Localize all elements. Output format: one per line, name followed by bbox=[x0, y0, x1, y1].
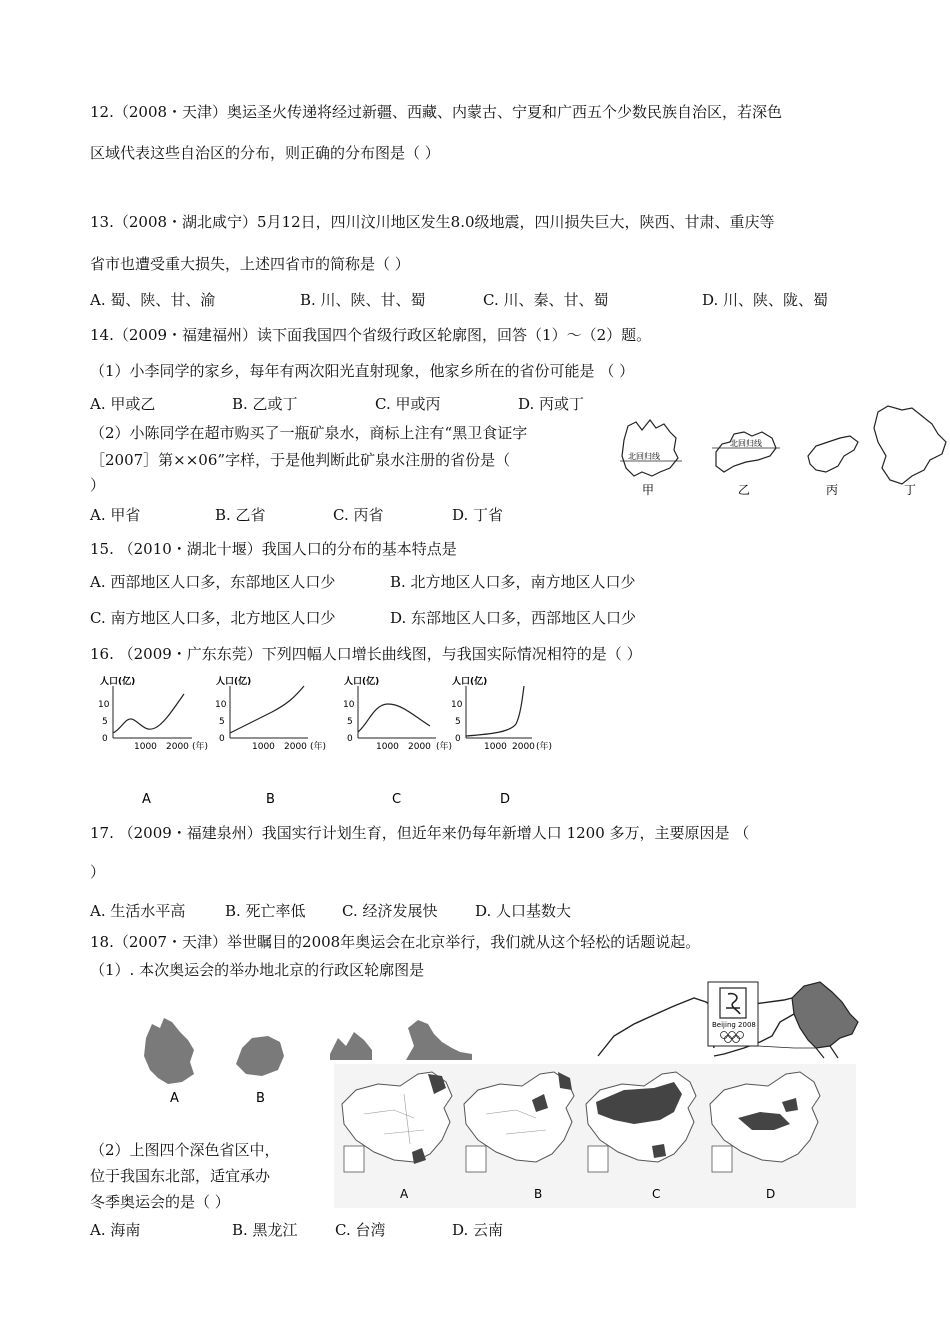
q18-sub2-option-b[interactable]: B. 黑龙江 bbox=[232, 1221, 298, 1239]
q18-olympic-logo-text: Beijing 2008 bbox=[712, 1021, 756, 1029]
province-ding-outline bbox=[874, 406, 946, 484]
q16-chart-b bbox=[215, 675, 326, 752]
q18-china-maps-figure bbox=[334, 1064, 856, 1208]
q14-sub2-line-1: （2）小陈同学在超市购买了一瓶矿泉水，商标上注有“黑卫食证字 bbox=[90, 424, 528, 442]
q16-chart-c-ytick-10: 10 bbox=[343, 700, 355, 710]
q18-shape-d bbox=[406, 1020, 472, 1060]
q15-option-b[interactable]: B. 北方地区人口多，南方地区人口少 bbox=[390, 573, 636, 591]
q14-map-label-jia: 甲 bbox=[642, 483, 655, 497]
q13-option-b[interactable]: B. 川、陕、甘、蜀 bbox=[300, 291, 426, 309]
q16-stem: 16. （2009・广东东莞）下列四幅人口增长曲线图，与我国实际情况相符的是（ ） bbox=[90, 645, 642, 663]
q16-chart-a-xunit: (年) bbox=[192, 742, 209, 752]
q16-chart-d-curve bbox=[466, 686, 524, 736]
q16-chart-b-curve bbox=[230, 686, 304, 733]
q14-sub1-option-a[interactable]: A. 甲或乙 bbox=[90, 395, 156, 413]
q18-stem: 18.（2007・天津）举世瞩目的2008年奥运会在北京举行，我们就从这个轻松的话题说起。 bbox=[90, 933, 701, 951]
q17-option-d[interactable]: D. 人口基数大 bbox=[475, 902, 572, 920]
q18-heilongjiang-dark bbox=[792, 982, 858, 1048]
q16-chart-a-xtick-2000: 2000 bbox=[166, 742, 189, 752]
q14-sub1: （1）小李同学的家乡，每年有两次阳光直射现象，他家乡所在的省份可能是 （ ） bbox=[90, 362, 635, 380]
q16-chart-a-curve bbox=[113, 694, 184, 733]
q16-chart-a-ytick-5: 5 bbox=[102, 717, 108, 727]
q14-sub2-option-b[interactable]: B. 乙省 bbox=[215, 506, 266, 524]
q17-option-c[interactable]: C. 经济发展快 bbox=[342, 902, 438, 920]
q16-chart-d bbox=[451, 675, 552, 752]
q16-chart-d-ytick-10: 10 bbox=[451, 700, 463, 710]
q13-line-2: 省市也遭受重大损失，上述四省市的简称是（ ） bbox=[90, 255, 410, 273]
q13-line-1: 13.（2008・湖北咸宁）5月12日，四川汶川地区发生8.0级地震，四川损失巨大，陕西、甘肃、重庆等 bbox=[90, 213, 775, 231]
q16-chart-c-ytick-0: 0 bbox=[347, 734, 353, 744]
q12-line-2: 区域代表这些自治区的分布，则正确的分布图是（ ） bbox=[90, 144, 440, 162]
q16-chart-label-c: C bbox=[392, 792, 402, 807]
q18-shape-label-a: A bbox=[170, 1091, 179, 1106]
q16-chart-c-ylabel: 人口(亿) bbox=[344, 677, 380, 687]
q15-option-a[interactable]: A. 西部地区人口多，东部地区人口少 bbox=[90, 573, 336, 591]
q16-chart-d-ylabel: 人口(亿) bbox=[452, 677, 488, 687]
q16-chart-a-xtick-1000: 1000 bbox=[134, 742, 157, 752]
q14-sub2-option-d[interactable]: D. 丁省 bbox=[452, 506, 504, 524]
q18-sub2-line-2: 位于我国东北部，适宜承办 bbox=[90, 1167, 271, 1185]
q17-line-2: ） bbox=[90, 863, 106, 881]
q18-sub2-line-1: （2）上图四个深色省区中， bbox=[90, 1141, 280, 1159]
q16-chart-label-d: D bbox=[500, 792, 511, 807]
q17-option-a[interactable]: A. 生活水平高 bbox=[90, 902, 186, 920]
q16-chart-c-xtick-2000: 2000 bbox=[408, 742, 431, 752]
q16-chart-d-xtick-2000: 2000 bbox=[512, 742, 535, 752]
q16-chart-c-ytick-5: 5 bbox=[347, 717, 353, 727]
q16-chart-b-xunit: (年) bbox=[310, 742, 327, 752]
q16-chart-label-a: A bbox=[142, 792, 151, 807]
q14-sub2-line-3: ） bbox=[90, 476, 106, 494]
q18-map-label-b: B bbox=[534, 1187, 543, 1201]
q13-option-d[interactable]: D. 川、陕、陇、蜀 bbox=[702, 291, 829, 309]
q16-population-charts bbox=[92, 672, 562, 812]
q18-map-label-c: C bbox=[652, 1187, 661, 1201]
q16-chart-label-b: B bbox=[266, 792, 275, 807]
q14-stem: 14.（2009・福建福州）读下面我国四个省级行政区轮廓图，回答（1）～（2）题。 bbox=[90, 326, 652, 344]
q18-sub1: （1）. 本次奥运会的举办地北京的行政区轮廓图是 bbox=[90, 961, 425, 979]
q14-sub2-option-a[interactable]: A. 甲省 bbox=[90, 506, 141, 524]
q18-shape-label-b: B bbox=[256, 1091, 265, 1106]
q16-chart-b-xtick-2000: 2000 bbox=[284, 742, 307, 752]
q16-chart-a-ylabel: 人口(亿) bbox=[100, 677, 136, 687]
q16-chart-b-ytick-0: 0 bbox=[219, 734, 225, 744]
q16-chart-a bbox=[98, 675, 208, 752]
q14-sub1-option-c[interactable]: C. 甲或丙 bbox=[375, 395, 441, 413]
q16-chart-d-ytick-0: 0 bbox=[455, 734, 461, 744]
q14-province-outlines-figure bbox=[612, 402, 948, 502]
q17-line-1: 17. （2009・福建泉州）我国实行计划生育，但近年来仍每年新增人口 1200 多万，主要原因是 （ bbox=[90, 824, 750, 842]
q14-map-label-ding: 丁 bbox=[904, 483, 917, 497]
q15-stem: 15. （2010・湖北十堰）我国人口的分布的基本特点是 bbox=[90, 540, 457, 558]
q18-northeast-map-figure bbox=[594, 978, 944, 1062]
q12-line-1: 12.（2008・天津）奥运圣火传递将经过新疆、西藏、内蒙古、宁夏和广西五个少数民族自治区，若深色 bbox=[90, 103, 783, 121]
q16-chart-a-ytick-0: 0 bbox=[102, 734, 108, 744]
q15-option-c[interactable]: C. 南方地区人口多，北方地区人口少 bbox=[90, 609, 336, 627]
q16-chart-b-ylabel: 人口(亿) bbox=[216, 677, 252, 687]
q18-shape-b bbox=[236, 1036, 284, 1076]
q14-tropic-label-yi: 北回归线 bbox=[730, 439, 762, 448]
q18-shape-a bbox=[144, 1018, 194, 1084]
q16-chart-c-xtick-1000: 1000 bbox=[376, 742, 399, 752]
q14-sub2-option-c[interactable]: C. 丙省 bbox=[333, 506, 384, 524]
q16-chart-b-xtick-1000: 1000 bbox=[252, 742, 275, 752]
q18-sub2-option-a[interactable]: A. 海南 bbox=[90, 1221, 141, 1239]
q18-sub2-option-d[interactable]: D. 云南 bbox=[452, 1221, 504, 1239]
q13-option-c[interactable]: C. 川、秦、甘、蜀 bbox=[483, 291, 609, 309]
q16-chart-c-xunit: (年) bbox=[436, 742, 453, 752]
q18-map-label-d: D bbox=[766, 1187, 776, 1201]
q16-chart-c-curve bbox=[358, 704, 430, 732]
q16-chart-b-ytick-5: 5 bbox=[219, 717, 225, 727]
q18-sub2-option-c[interactable]: C. 台湾 bbox=[335, 1221, 386, 1239]
q17-option-b[interactable]: B. 死亡率低 bbox=[225, 902, 306, 920]
q16-chart-a-ytick-10: 10 bbox=[98, 700, 110, 710]
q16-chart-d-ytick-5: 5 bbox=[455, 717, 461, 727]
q16-chart-c bbox=[343, 675, 452, 752]
q14-sub1-option-b[interactable]: B. 乙或丁 bbox=[232, 395, 298, 413]
q18-sub2-line-3: 冬季奥运会的是（ ） bbox=[90, 1193, 230, 1211]
q13-option-a[interactable]: A. 蜀、陕、甘、渝 bbox=[90, 291, 216, 309]
province-yi-outline bbox=[716, 432, 776, 472]
q14-map-label-yi: 乙 bbox=[738, 483, 751, 497]
province-jia-outline bbox=[622, 420, 678, 476]
q18-shape-c bbox=[330, 1032, 372, 1060]
province-bing-outline bbox=[808, 436, 858, 472]
q14-sub2-line-2: ［2007］第××06”字样，于是他判断此矿泉水注册的省份是（ bbox=[90, 451, 511, 469]
q14-map-label-bing: 丙 bbox=[826, 483, 839, 497]
q16-chart-d-xtick-1000: 1000 bbox=[484, 742, 507, 752]
q18-map-label-a: A bbox=[400, 1187, 409, 1201]
q16-chart-b-ytick-10: 10 bbox=[215, 700, 227, 710]
q14-sub1-option-d[interactable]: D. 丙或丁 bbox=[518, 395, 585, 413]
q16-chart-d-xunit: (年) bbox=[536, 742, 553, 752]
q14-tropic-label-jia: 北回归线 bbox=[628, 452, 660, 461]
q15-option-d[interactable]: D. 东部地区人口多，西部地区人口少 bbox=[390, 609, 637, 627]
